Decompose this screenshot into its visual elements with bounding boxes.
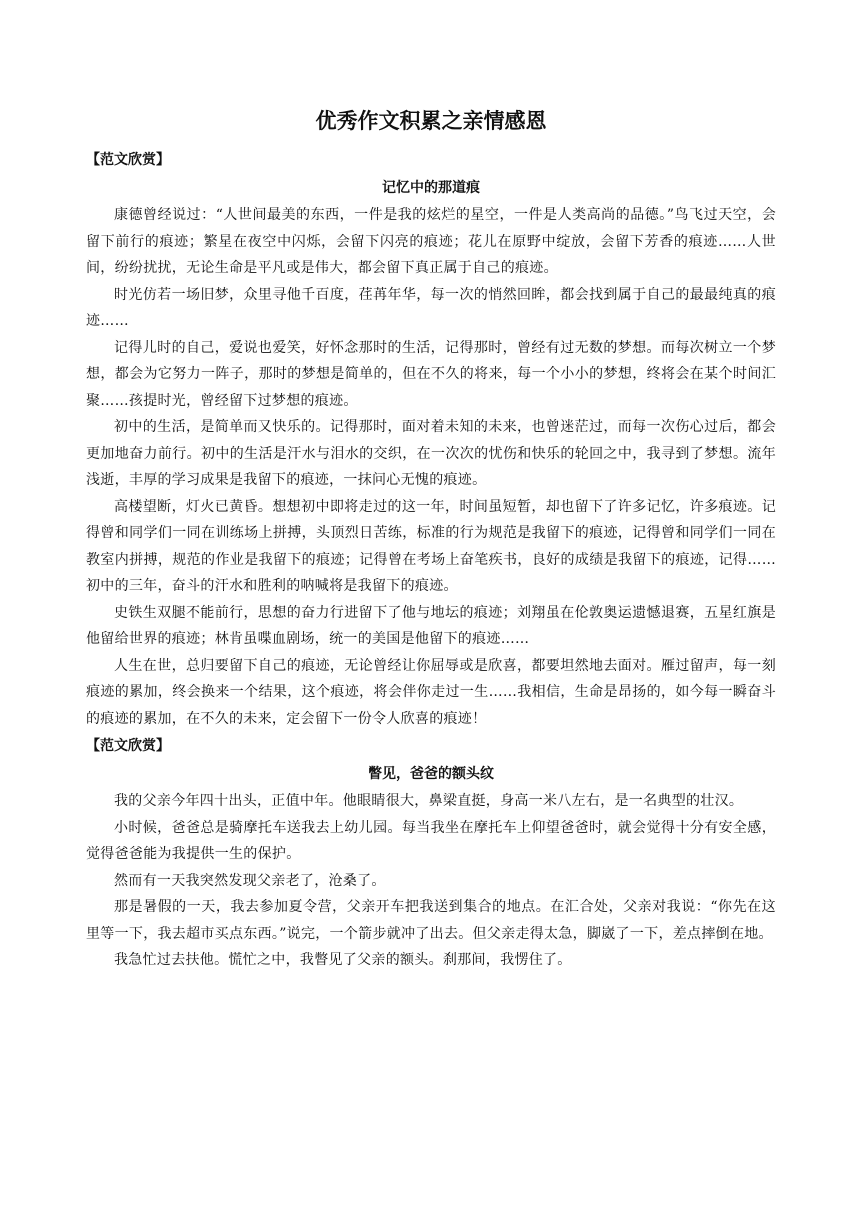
document-page (86, 100, 776, 974)
paragraph: 我急忙过去扶他。慌忙之中，我瞥见了父亲的额头。刹那间，我愣住了。 (114, 952, 572, 968)
paragraph: 记得儿时的自己，爱说也爱笑，好怀念那时的生活，记得那时，曾经有过无数的梦想。而每次树立一个梦想，都会为它努力一阵子，那时的梦想是简单的，但在不久的将来，每一个小小的梦想，终将会在某个时间汇聚……孩提时光，曾经留下过梦想的痕迹。 (86, 339, 776, 409)
paragraph: 初中的生活，是简单而又快乐的。记得那时，面对着未知的未来，也曾迷茫过，而每一次伤心过后，都会更加地奋力前行。初中的生活是汗水与泪水的交织，在一次次的忧伤和快乐的轮回之中，我寻到了梦想。流年浅逝，丰厚的学习成果是我留下的痕迹，一抹问心无愧的痕迹。 (86, 419, 776, 488)
essay-section-1 (86, 150, 776, 732)
paragraph: 我的父亲今年四十出头，正值中年。他眼睛很大，鼻梁直挺，身高一米八左右，是一名典型的壮汉。 (114, 793, 744, 809)
article-title: 瞥见，爸爸的额头纹 (368, 766, 494, 782)
section-label: 【范文欣赏】 (86, 152, 170, 168)
document-title: 优秀作文积累之亲情感恩 (315, 109, 547, 133)
paragraph: 然而有一天我突然发现父亲老了，沧桑了。 (114, 872, 386, 889)
article-title: 记忆中的那道痕 (382, 180, 480, 196)
essay-section-2 (86, 736, 776, 974)
paragraph: 那是暑假的一天，我去参加夏令营，父亲开车把我送到集合的地点。在汇合处，父亲对我说：“你先在这里等一下，我去超市买点东西。”说完，一个箭步就冲了出去。但父亲走得太急，脚崴了一下，差点摔倒在地。 (86, 899, 776, 942)
paragraph: 康德曾经说过：“人世间最美的东西，一件是我的炫烂的星空，一件是人类高尚的品德。”鸟飞过天空，会留下前行的痕迹；繁星在夜空中闪烁，会留下闪亮的痕迹；花儿在原野中绽放，会留下芳香的痕迹……人世间，纷纷扰扰，无论生命是平凡或是伟大，都会留下真正属于自己的痕迹。 (86, 207, 776, 276)
paragraph: 人生在世，总归要留下自己的痕迹，无论曾经让你屈辱或是欣喜，都要坦然地去面对。雁过留声，每一刻痕迹的累加，终会换来一个结果，这个痕迹，将会伴你走过一生……我相信，生命是昂扬的，如今每一瞬奋斗的痕迹的累加，在不久的未来，定会留下一份令人欣喜的痕迹！ (86, 657, 776, 727)
section-label: 【范文欣赏】 (86, 738, 170, 754)
paragraph: 高楼望断，灯火已黄昏。想想初中即将走过的这一年，时间虽短暂，却也留下了许多记忆，许多痕迹。记得曾和同学们一同在训练场上拼搏，头顶烈日苦练，标准的行为规范是我留下的痕迹，记得曾和同学们一同在教室内拼搏，规范的作业是我留下的痕迹；记得曾在考场上奋笔疾书，良好的成绩是我留下的痕迹，记得……初中的三年，奋斗的汗水和胜利的呐喊将是我留下的痕迹。 (86, 498, 776, 594)
paragraph: 时光仿若一场旧梦，众里寻他千百度，荏苒年华，每一次的悄然回眸，都会找到属于自己的最最纯真的痕迹…… (86, 286, 776, 329)
paragraph: 小时候，爸爸总是骑摩托车送我去上幼儿园。每当我坐在摩托车上仰望爸爸时，就会觉得十分有安全感，觉得爸爸能为我提供一生的保护。 (86, 819, 776, 862)
paragraph: 史铁生双腿不能前行，思想的奋力行进留下了他与地坛的痕迹；刘翔虽在伦敦奥运遗憾退赛，五星红旗是他留给世界的痕迹；林肯虽喋血剧场，统一的美国是他留下的痕迹…… (86, 604, 776, 647)
